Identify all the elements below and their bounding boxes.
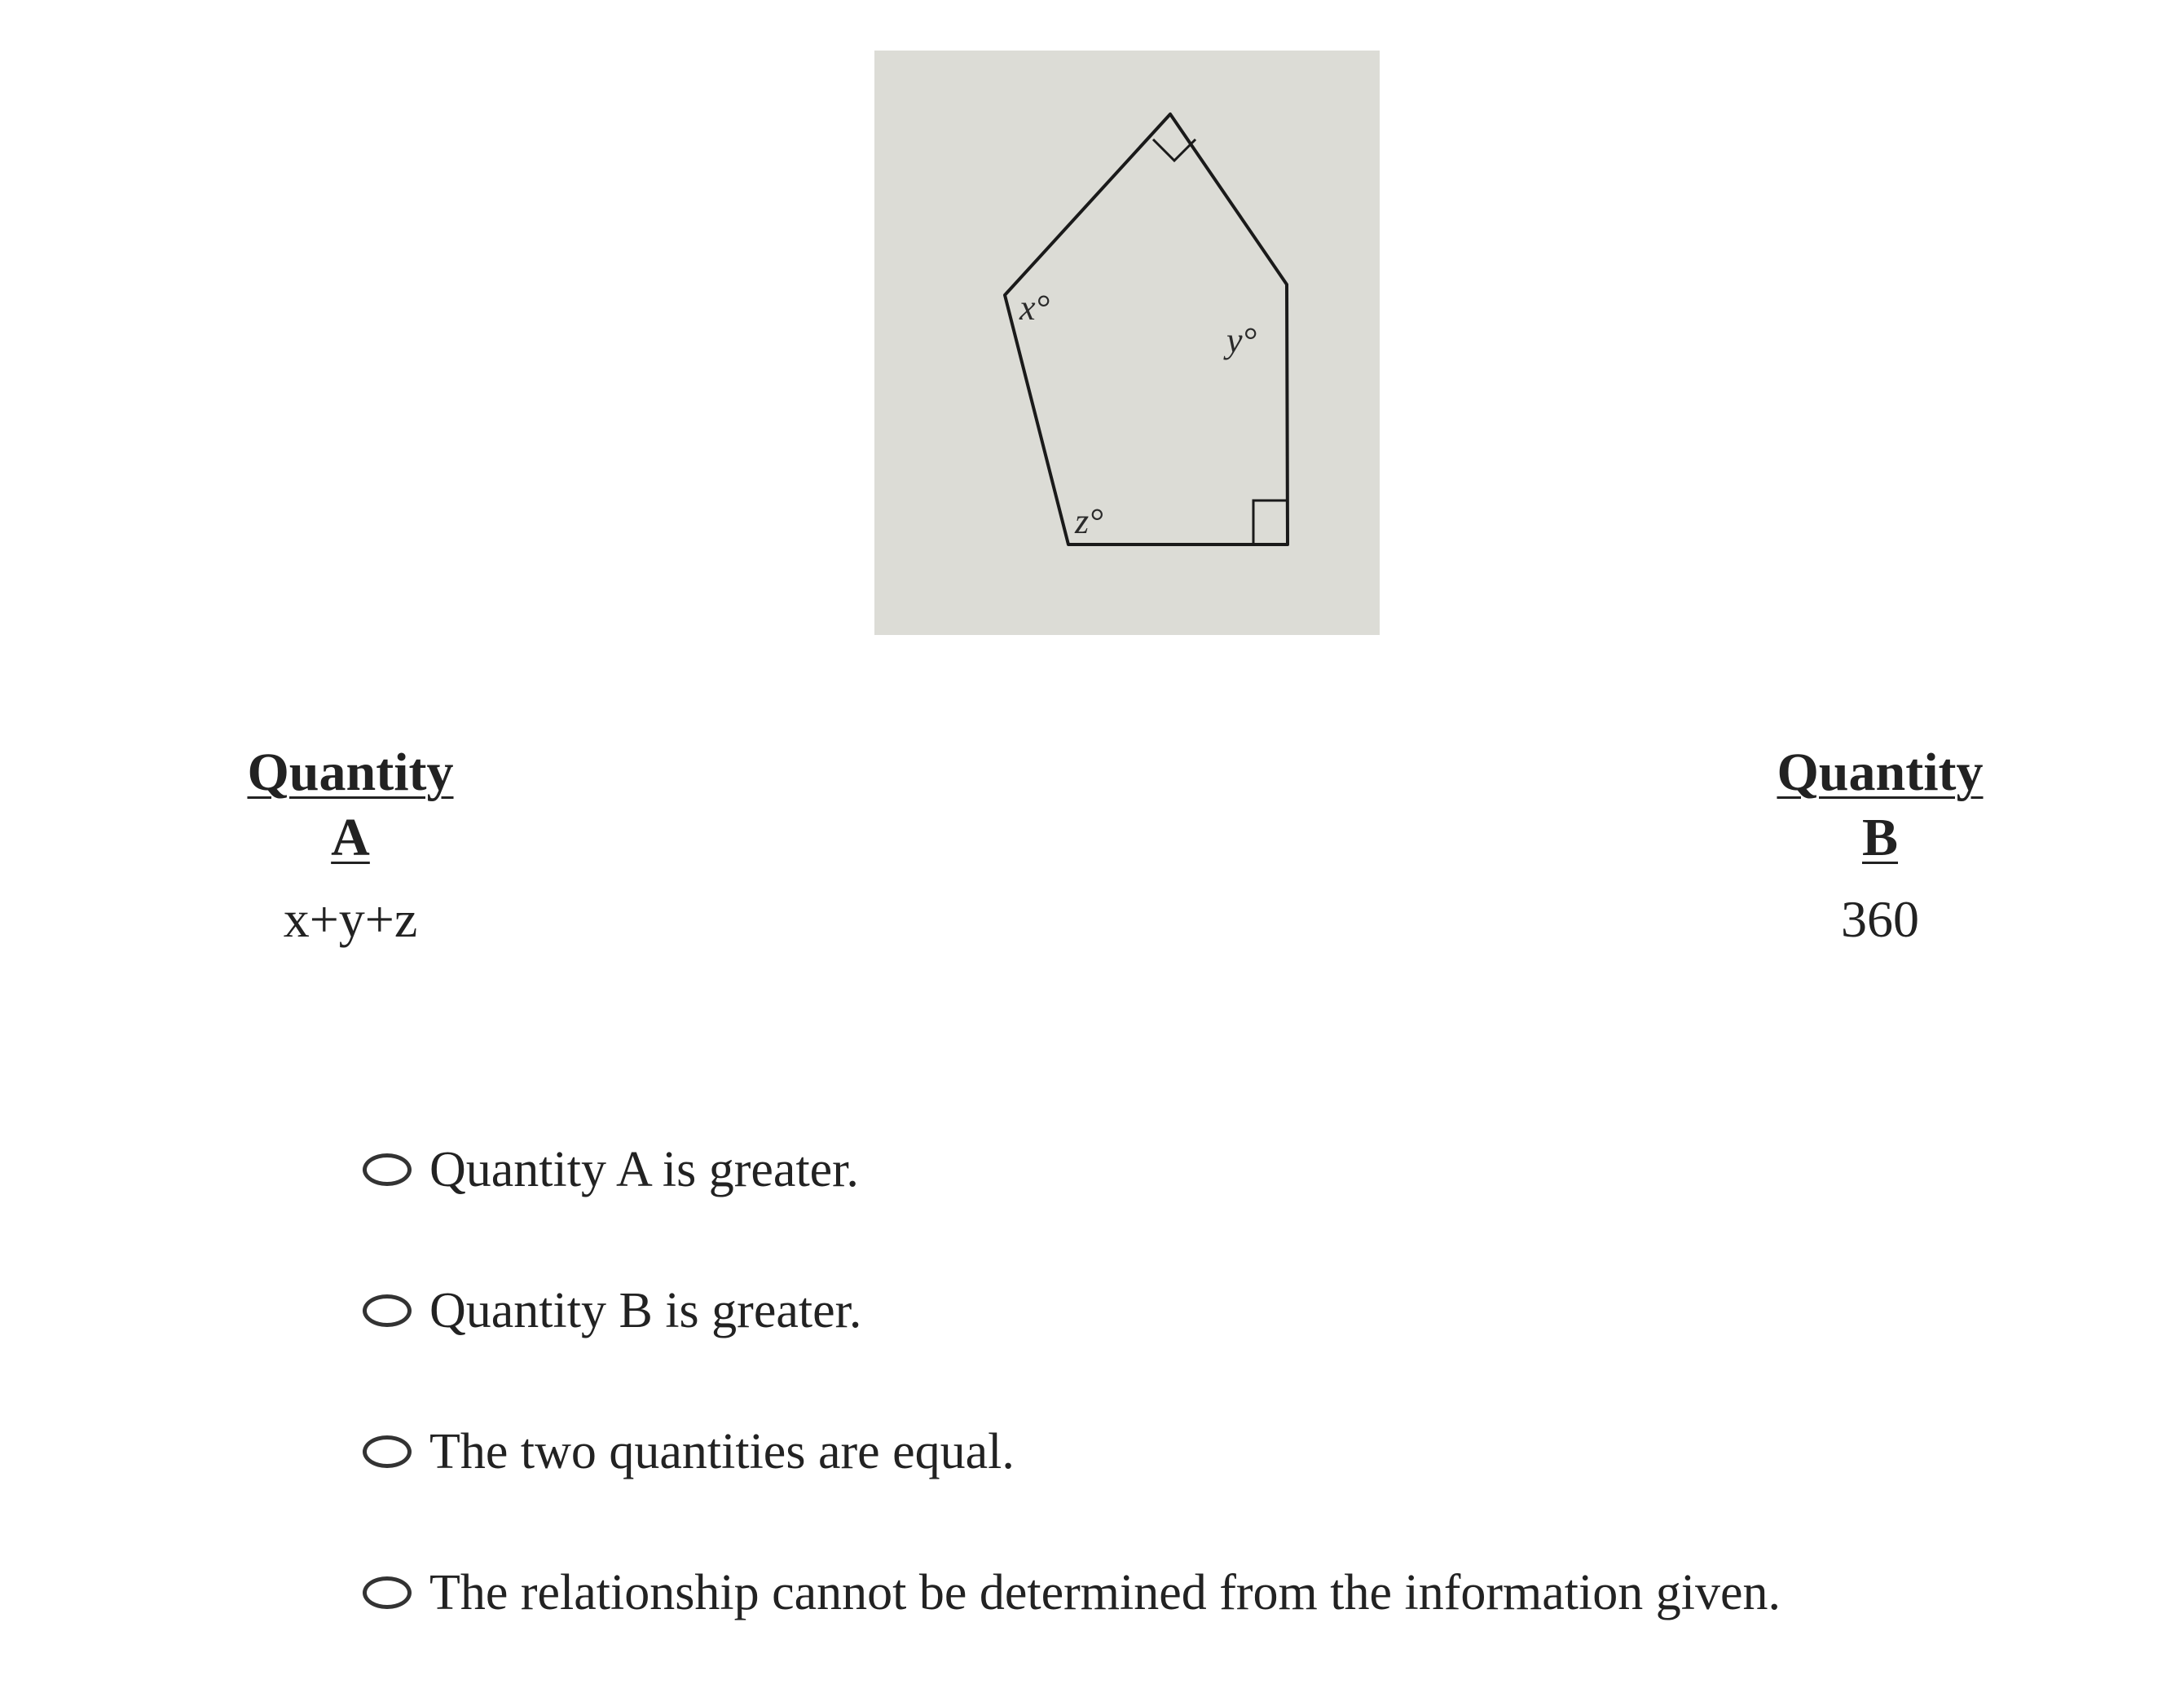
quantity-a-heading: Quantity A [247, 743, 454, 867]
quantity-b-column [1754, 740, 2006, 952]
angle-label-x: x° [1019, 288, 1050, 328]
answer-options [363, 1129, 1781, 1693]
radio-button[interactable] [363, 1435, 412, 1468]
radio-button[interactable] [363, 1153, 412, 1186]
quantity-a-value: x+y+z [283, 890, 418, 948]
answer-option-cannot-determine[interactable] [363, 1552, 1781, 1633]
answer-option-a-greater[interactable] [363, 1129, 1781, 1210]
answer-option-equal[interactable] [363, 1411, 1781, 1492]
quantity-b-heading: Quantity B [1777, 743, 1984, 867]
pentagon-figure [874, 51, 1380, 635]
radio-button[interactable] [363, 1294, 412, 1327]
answer-option-b-greater[interactable] [363, 1270, 1781, 1351]
quantity-a-column [228, 740, 473, 952]
angle-label-z: z° [1075, 501, 1103, 541]
answer-option-label: Quantity A is greater. [429, 1142, 859, 1197]
answer-option-label: The relationship cannot be determined from the information given. [429, 1565, 1781, 1620]
pentagon-diagram [874, 51, 1380, 635]
answer-option-label: Quantity B is greater. [429, 1283, 862, 1338]
figure-background [874, 51, 1380, 635]
quantity-b-value: 360 [1841, 890, 1919, 948]
answer-option-label: The two quantities are equal. [429, 1424, 1015, 1479]
angle-label-y: y° [1226, 320, 1257, 360]
radio-button[interactable] [363, 1576, 412, 1609]
